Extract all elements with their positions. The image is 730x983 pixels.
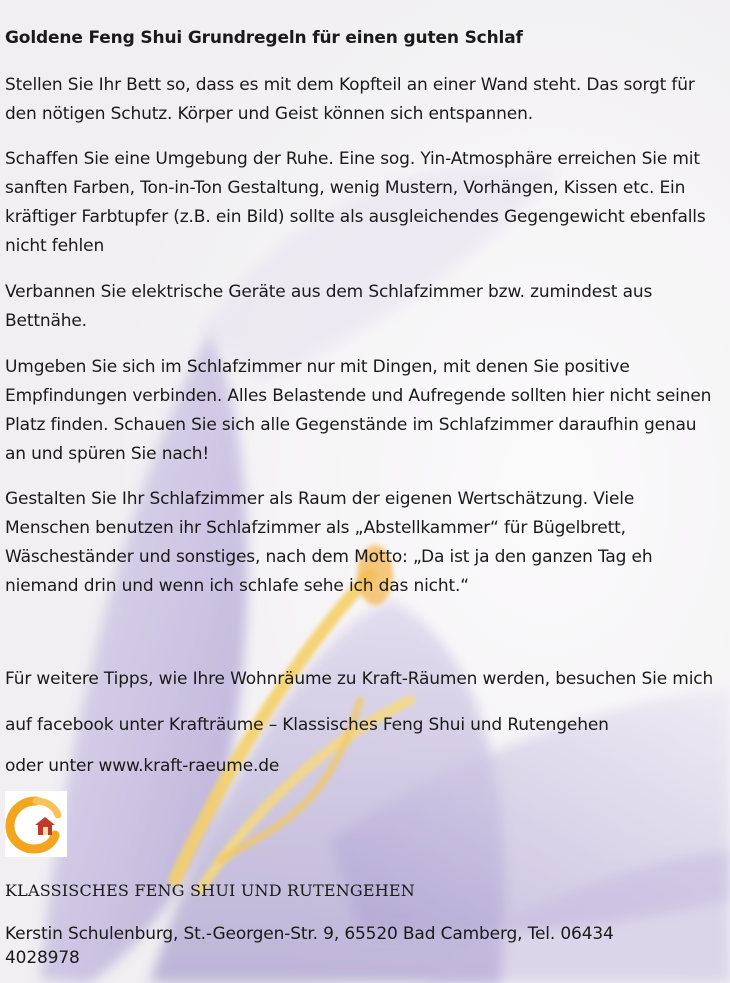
tips-line: Für weitere Tipps, wie Ihre Wohnräume zu Kraft-Räumen werden, besuchen Sie mich: [5, 669, 714, 689]
brand-name: KLASSISCHES FENG SHUI UND RUTENGEHEN: [5, 881, 416, 900]
paragraph-bed-placement: Stellen Sie Ihr Bett so, dass es mit dem Kopfteil an einer Wand steht. Das sorgt für den nötigen Schutz. Körper und Geist können sich entspannen.: [5, 75, 695, 124]
paragraph-positive-objects: Umgeben Sie sich im Schlafzimmer nur mit Dingen, mit denen Sie positive Empfindungen verbinden. Alles Belastende und Aufregende sollten hier nicht seinen Platz finden. Schauen Sie sich alle Gegenstände im Schlafzimmer daraufhin genau an und spüren Sie nach!: [5, 357, 712, 464]
facebook-line: auf facebook unter Krafträume – Klassisches Feng Shui und Rutengehen: [5, 715, 609, 735]
document-title: Goldene Feng Shui Grundregeln für einen guten Schlaf: [5, 28, 523, 48]
website-line: oder unter www.kraft-raeume.de: [5, 756, 280, 776]
feng-shui-logo-icon: [5, 791, 67, 857]
paragraph-electric-devices: Verbannen Sie elektrische Geräte aus dem Schlafzimmer bzw. zumindest aus Bettnähe.: [5, 282, 653, 331]
contact-info: Kerstin Schulenburg, St.-Georgen-Str. 9, 65520 Bad Camberg, Tel. 06434 4028978: [5, 924, 614, 968]
paragraph-self-appreciation: Gestalten Sie Ihr Schlafzimmer als Raum der eigenen Wertschätzung. Viele Menschen benutzen ihr Schlafzimmer als „Abstellkammer“ für Bügelbrett, Wäscheständer und sonstiges, nach dem Motto: „Da ist ja den ganzen Tag eh niemand drin und wenn ich schlafe sehe ich das nicht.“: [5, 489, 653, 596]
paragraph-calm-environment: Schaffen Sie eine Umgebung der Ruhe. Eine sog. Yin-Atmosphäre erreichen Sie mit sanften Farben, Ton-in-Ton Gestaltung, wenig Mustern, Vorhängen, Kissen etc. Ein kräftiger Farbtupfer (z.B. ein Bild) sollte als ausgleichendes Gegengewicht ebenfalls nicht fehlen: [5, 149, 706, 256]
